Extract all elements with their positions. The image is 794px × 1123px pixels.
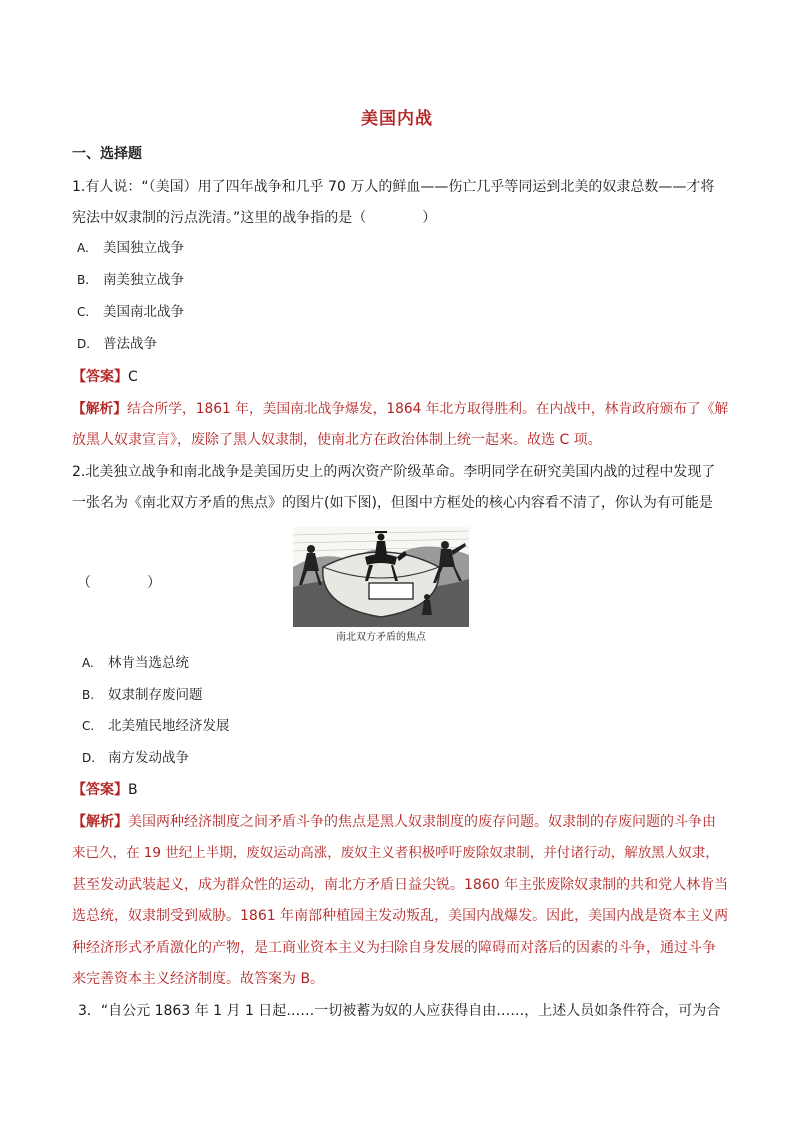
q2-stem-line-2: 一张名为《南北双方矛盾的焦点》的图片(如下图)，但图中方框处的核心内容看不清了，你认为有可能是 — [72, 495, 713, 511]
q1-answer-tag: 【答案】 — [72, 369, 128, 385]
q1-option-a — [77, 238, 184, 258]
q2-answer-blank: （ ） — [77, 575, 161, 591]
q2-analysis-line-6: 来完善资本主义经济制度。故答案为 B。 — [72, 971, 325, 987]
q1-stem-line-1: 1.有人说：“（美国）用了四年战争和几乎 70 万人的鲜血——伤亡几乎等同运到北美的奴隶总数——才将 — [72, 179, 715, 195]
q1-option-c-text: 美国南北战争 — [103, 304, 184, 320]
q1-analysis-line-1 — [72, 399, 728, 419]
q1-analysis-tag: 【解析】 — [72, 401, 128, 417]
q1-option-b — [77, 270, 184, 290]
document-title: 美国内战 — [361, 109, 433, 129]
q1-option-b-text: 南美独立战争 — [103, 272, 184, 288]
q2-analysis-line-3: 甚至发动武装起义，成为群众性的运动，南北方矛盾日益尖锐。1860 年主张废除奴隶制的共和党人林肯当 — [72, 877, 729, 893]
q2-option-c-text: 北美殖民地经济发展 — [108, 718, 230, 734]
q2-option-a — [82, 653, 189, 673]
q2-analysis-tag: 【解析】 — [72, 814, 128, 830]
q2-analysis-line-4: 选总统，奴隶制受到威胁。1861 年南部种植园主发动叛乱，美国内战爆发。因此，美国内战是资本主义两 — [72, 908, 729, 924]
q1-option-d — [77, 334, 157, 354]
illustration-blank-box — [369, 583, 413, 599]
q2-option-d — [82, 748, 189, 768]
q2-analysis-line-1 — [72, 812, 716, 832]
q2-option-b — [82, 685, 203, 705]
q2-answer — [72, 780, 138, 800]
q2-option-a-text: 林肯当选总统 — [108, 655, 189, 671]
q1-option-c — [77, 302, 184, 322]
q2-analysis-line-2: 来已久，在 19 世纪上半期，废奴运动高涨，废奴主义者积极呼吁废除奴隶制，并付诸行动，解放黑人奴隶， — [72, 845, 719, 861]
q1-answer-value: C — [128, 369, 138, 385]
q2-illustration — [293, 527, 469, 627]
q2-analysis-line-5: 种经济形式矛盾激化的产物，是工商业资本主义为扫除自身发展的障碍而对落后的因素的斗争，通过斗争 — [72, 940, 716, 956]
q1-analysis-line-2: 放黑人奴隶宣言》，废除了黑人奴隶制，使南北方在政治体制上统一起来。故选 C 项。 — [72, 432, 602, 448]
q1-option-d-text: 普法战争 — [103, 336, 157, 352]
q1-option-c-letter: C. — [77, 305, 90, 319]
q1-option-a-text: 美国独立战争 — [103, 240, 184, 256]
q3-stem-line-1: 3．“自公元 1863 年 1 月 1 日起……一切被蓄为奴的人应获得自由……，上述人员如条件符合，可为合 — [78, 1003, 721, 1019]
q2-option-b-text: 奴隶制存废问题 — [108, 687, 203, 703]
q2-analysis-text-1: 美国两种经济制度之间矛盾斗争的焦点是黑人奴隶制度的废存问题。奴隶制的存废问题的斗争由 — [128, 814, 716, 830]
q2-option-d-letter: D. — [82, 751, 96, 765]
q2-answer-value: B — [128, 782, 138, 798]
section-heading: 一、选择题 — [72, 146, 142, 162]
q1-analysis-text-1: 结合所学，1861 年，美国南北战争爆发，1864 年北方取得胜利。在内战中，林肯政府颁布了《解 — [127, 401, 729, 417]
q2-stem-line-1: 2.北美独立战争和南北战争是美国历史上的两次资产阶级革命。李明同学在研究美国内战的过程中发现了 — [72, 464, 716, 480]
q1-option-a-letter: A. — [77, 241, 89, 255]
q2-option-c-letter: C. — [82, 719, 95, 733]
q2-option-b-letter: B. — [82, 688, 95, 702]
q1-stem-line-2: 宪法中奴隶制的污点洗清。”这里的战争指的是（ ） — [72, 210, 437, 226]
q2-answer-tag: 【答案】 — [72, 782, 128, 798]
q1-option-b-letter: B. — [77, 273, 90, 287]
q1-option-d-letter: D. — [77, 337, 91, 351]
q2-option-c — [82, 716, 230, 736]
q2-option-d-text: 南方发动战争 — [108, 750, 189, 766]
q2-illustration-caption: 南北双方矛盾的焦点 — [336, 632, 426, 643]
q1-answer — [72, 367, 138, 387]
q2-option-a-letter: A. — [82, 656, 94, 670]
